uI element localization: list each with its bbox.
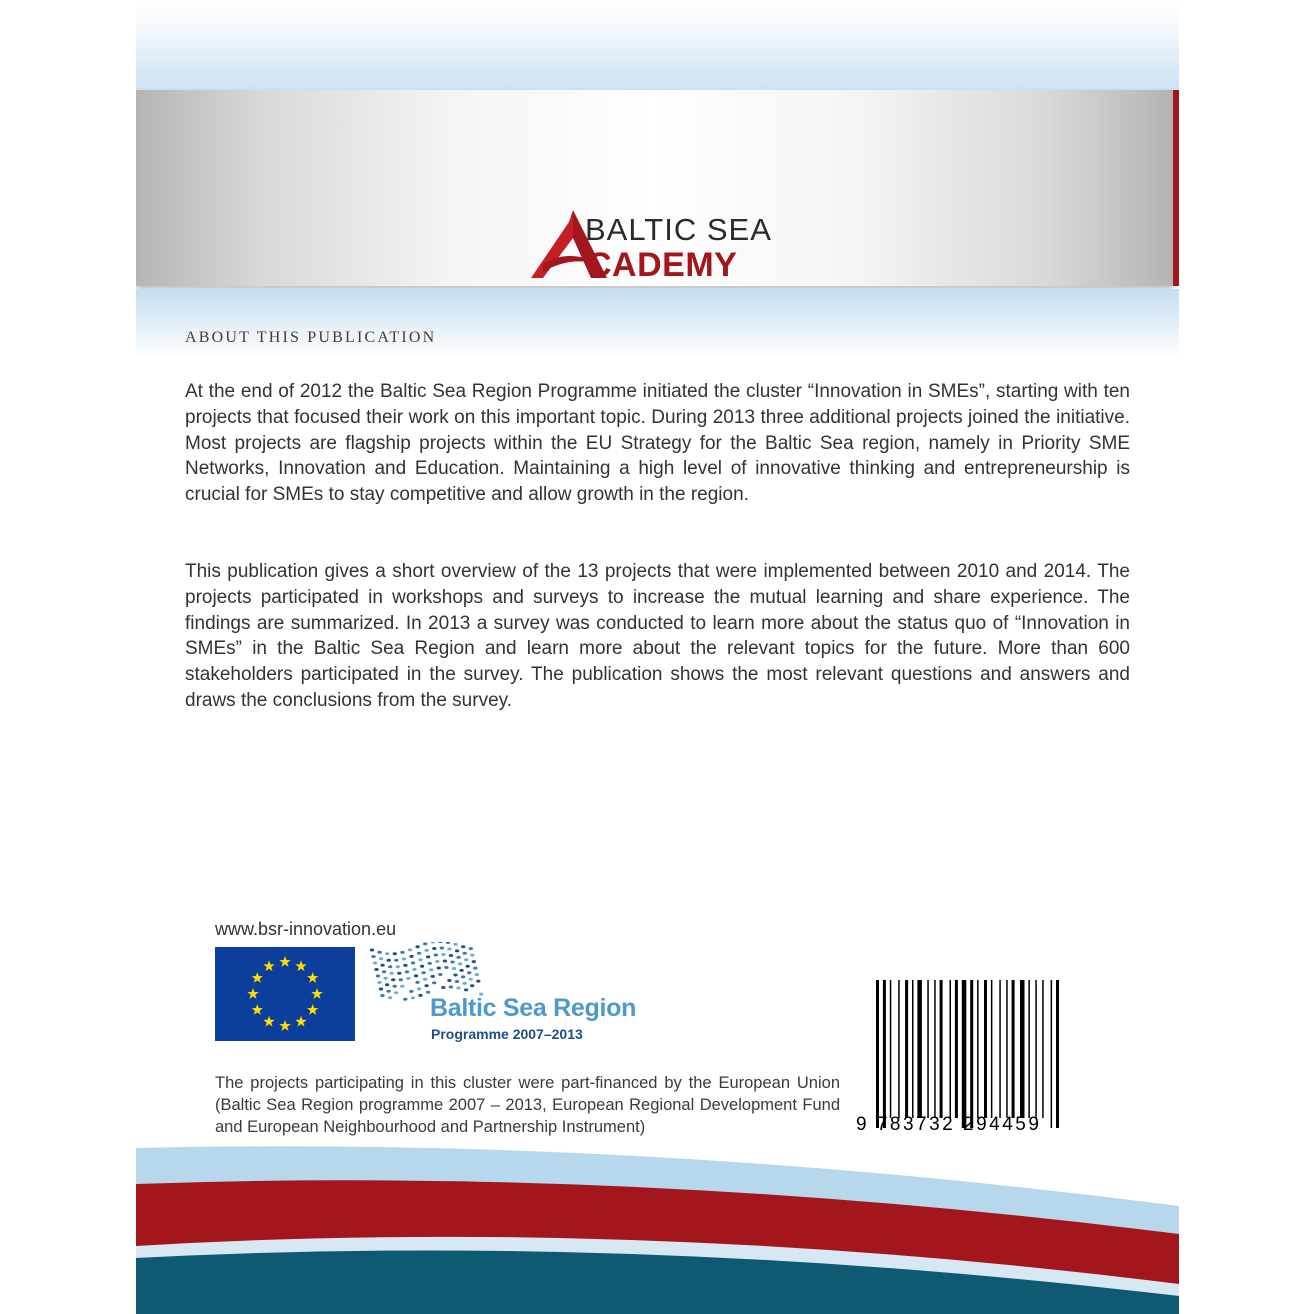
barcode-icon	[872, 980, 1068, 1130]
paragraph-intro: At the end of 2012 the Baltic Sea Region Programme initiated the cluster “Innovation in SMEs”, starting with ten projects that focused their work on this important topic. During 2013 three additional projects joined the initiative. Most projects are flagship projects within the EU Strategy for the Baltic Sea region, namely in Priority SME Networks, Innovation and Education. Maintaining a high level of innovative thinking and entrepreneurship is crucial for SMEs to stay competitive and allow growth in the region.	[185, 381, 1130, 506]
bsr-dot	[449, 986, 453, 989]
barcode-bar	[1056, 980, 1059, 1128]
bsr-dot	[426, 955, 430, 958]
barcode-bar	[991, 980, 993, 1118]
bsr-dot	[406, 977, 410, 980]
bsr-dot	[435, 960, 439, 963]
barcode-bar	[984, 980, 987, 1118]
bsr-dot	[434, 954, 438, 957]
bsr-dot	[385, 952, 389, 955]
bsr-dot	[469, 978, 473, 981]
bsr-dot	[379, 957, 383, 960]
funding-note: The projects participating in this cluster were part-financed by the European Union (Baltic Sea Region programme 2007 – 2013, European Regional Development Fund and European Neighbourhood and Partnership Instrument)	[215, 1074, 840, 1136]
bsr-dot	[446, 942, 450, 944]
barcode-bar	[950, 980, 952, 1118]
bsr-dot	[409, 955, 413, 958]
barcode-bar	[927, 980, 929, 1118]
bsr-dot	[400, 951, 404, 954]
eu-star	[252, 1004, 263, 1015]
bsr-dot	[463, 952, 467, 955]
bsr-dot	[403, 964, 407, 967]
bsr-dot	[400, 985, 404, 988]
bsr-dot	[443, 960, 447, 963]
barcode-bar	[898, 980, 900, 1118]
bsr-dot	[447, 948, 451, 951]
barcode-bar	[1006, 980, 1008, 1118]
bsr-dot	[462, 982, 466, 985]
bsr-dot	[418, 994, 422, 997]
bsr-dot	[461, 975, 465, 978]
bsr-dot	[440, 947, 444, 950]
bsr-dot	[449, 954, 453, 957]
bsr-dot	[411, 996, 415, 999]
bsr-dot	[403, 998, 407, 1001]
bsr-dot	[438, 942, 442, 943]
bsr-dot	[429, 968, 433, 971]
barcode-bar	[977, 980, 979, 1118]
eu-star	[263, 960, 274, 971]
wave-bands	[136, 1136, 1179, 1314]
bsr-dot	[418, 958, 422, 961]
barcode-bar	[999, 980, 1001, 1118]
bsr-dot	[473, 967, 477, 970]
eu-flag-icon	[215, 947, 355, 1041]
bsr-dot	[382, 970, 386, 973]
logo-text-baltic-sea: BALTIC SEA	[585, 212, 772, 247]
bsr-dot	[456, 956, 460, 959]
bsr-dot	[424, 984, 428, 987]
bsr-dot	[387, 959, 391, 962]
bsr-dot	[420, 965, 424, 968]
bsr-dot	[373, 962, 377, 965]
bsr-dot	[386, 990, 390, 993]
barcode-bar	[1051, 980, 1053, 1128]
barcode-bar	[917, 980, 922, 1118]
bsr-dot	[475, 973, 479, 976]
bsr-dot	[383, 977, 387, 980]
bsr-dot	[377, 951, 381, 954]
bsr-dot	[432, 947, 436, 950]
bsr-dot	[421, 971, 425, 974]
bsr-dot	[472, 960, 476, 963]
bsr-dot	[456, 987, 460, 990]
isbn-barcode	[856, 980, 1068, 1135]
eu-star	[247, 988, 258, 999]
bsr-dot	[388, 996, 392, 999]
bsr-dot	[470, 954, 474, 957]
barcode-bar	[1028, 980, 1030, 1118]
bsr-dot	[412, 968, 416, 971]
barcode-bar	[883, 980, 886, 1128]
barcode-bar	[962, 980, 967, 1128]
bsr-dot	[469, 947, 473, 950]
paragraph-overview: This publication gives a short overview of the 13 projects that were implemented between 2010 and 2014. The projects participated in workshops and surveys to increase the mutual learning and share experience. The findings are summarized. In 2013 a survey was conducted to learn more about the status quo of “Innovation in SMEs” in the Baltic Sea Region and learn more about the relevant topics for the future. More than 600 stakeholders participated in the survey. The publication shows the most relevant questions and answers and draws the conclusions from the survey.	[185, 561, 1130, 711]
bsr-dot	[441, 953, 445, 956]
bsr-dot	[476, 980, 480, 983]
barcode-bar	[955, 980, 958, 1118]
eu-star	[307, 1004, 318, 1015]
eu-star	[295, 1016, 306, 1027]
bsr-dot	[377, 981, 381, 984]
bsr-dot	[394, 959, 398, 962]
barcode-bar	[934, 980, 936, 1118]
bsr-dot	[466, 965, 470, 968]
bsr-dot	[393, 985, 397, 988]
bsr-dot	[390, 972, 394, 975]
bsr-dot	[399, 978, 403, 981]
barcode-bar	[1042, 980, 1044, 1118]
bsr-dot	[380, 994, 384, 997]
bsr-dot	[417, 987, 421, 990]
bsr-dot	[380, 964, 384, 967]
bsr-dot	[464, 958, 468, 961]
logo-text-academy: CADEMY	[587, 246, 738, 284]
section-heading: ABOUT THIS PUBLICATION	[185, 329, 437, 346]
bsr-dot	[444, 966, 448, 969]
bsr-logo-subtitle: Programme 2007–2013	[431, 1026, 583, 1042]
bsr-dot	[441, 986, 445, 989]
eu-star	[279, 956, 290, 967]
bsr-dot	[371, 955, 375, 958]
barcode-bar	[970, 980, 973, 1128]
red-edge-stripe	[1173, 90, 1179, 286]
bsr-dot	[432, 981, 436, 984]
baltic-sea-academy-logo	[529, 208, 789, 288]
bsr-dot	[411, 961, 415, 964]
bsr-logo-name: Baltic Sea Region	[430, 994, 637, 1022]
bsr-dot	[408, 948, 412, 951]
bsr-dot	[455, 980, 459, 983]
book-back-cover	[136, 0, 1179, 1314]
bsr-dot	[470, 984, 474, 987]
eu-star	[295, 960, 306, 971]
barcode-bar	[890, 980, 892, 1118]
bsr-dot	[409, 990, 413, 993]
eu-star	[279, 1020, 290, 1031]
website-url: www.bsr-innovation.eu	[215, 919, 397, 939]
bsr-dot	[417, 952, 421, 955]
bsr-dot	[370, 949, 374, 952]
barcode-bar	[940, 980, 943, 1118]
bsr-dot	[452, 967, 456, 970]
bsr-dot	[388, 965, 392, 968]
bsr-dot	[453, 974, 457, 977]
bsr-dot	[431, 942, 435, 944]
bsr-dot	[428, 962, 432, 965]
bsr-dot	[393, 952, 397, 955]
eu-star	[307, 972, 318, 983]
isbn-digits: 9 783732 294459	[856, 1114, 1042, 1135]
eu-stars-icon	[215, 947, 355, 1041]
barcode-bar	[905, 980, 908, 1118]
bsr-dot	[397, 972, 401, 975]
section-band	[136, 289, 1179, 359]
barcode-bar	[876, 980, 879, 1128]
bsr-dot	[455, 949, 459, 952]
bsr-dot	[415, 945, 419, 948]
barcode-bar	[912, 980, 914, 1118]
bsr-dot	[414, 974, 418, 977]
bsr-dot	[376, 975, 380, 978]
bsr-dot	[391, 978, 395, 981]
bsr-dot	[415, 981, 419, 984]
bsr-dot	[459, 969, 463, 972]
barcode-bar	[1035, 980, 1037, 1118]
eu-star	[252, 972, 263, 983]
bsr-dot	[396, 965, 400, 968]
bsr-dot	[461, 945, 465, 948]
header-band	[136, 90, 1173, 286]
bsr-dot	[385, 983, 389, 986]
bsr-dot	[379, 988, 383, 991]
bsr-dot	[374, 968, 378, 971]
eu-star	[311, 988, 322, 999]
bsr-dot	[431, 975, 435, 978]
bsr-dot	[447, 979, 451, 982]
bsr-dot	[464, 988, 468, 991]
bsr-dot	[394, 991, 398, 994]
bsr-dot	[438, 973, 442, 976]
bsr-dot	[425, 949, 429, 952]
eu-star	[263, 1016, 274, 1027]
bsr-dot	[402, 957, 406, 960]
barcode-bar	[1020, 980, 1025, 1118]
bsr-dot	[453, 943, 457, 946]
bsr-dot	[467, 971, 471, 974]
bsr-dot	[405, 970, 409, 973]
barcode-bar	[1012, 980, 1015, 1118]
bsr-dot	[458, 962, 462, 965]
bsr-dot	[423, 942, 427, 945]
bsr-dot	[423, 978, 427, 981]
bsr-dot	[450, 961, 454, 964]
bsr-dot	[437, 967, 441, 970]
baltic-sea-region-logo	[368, 942, 658, 1047]
